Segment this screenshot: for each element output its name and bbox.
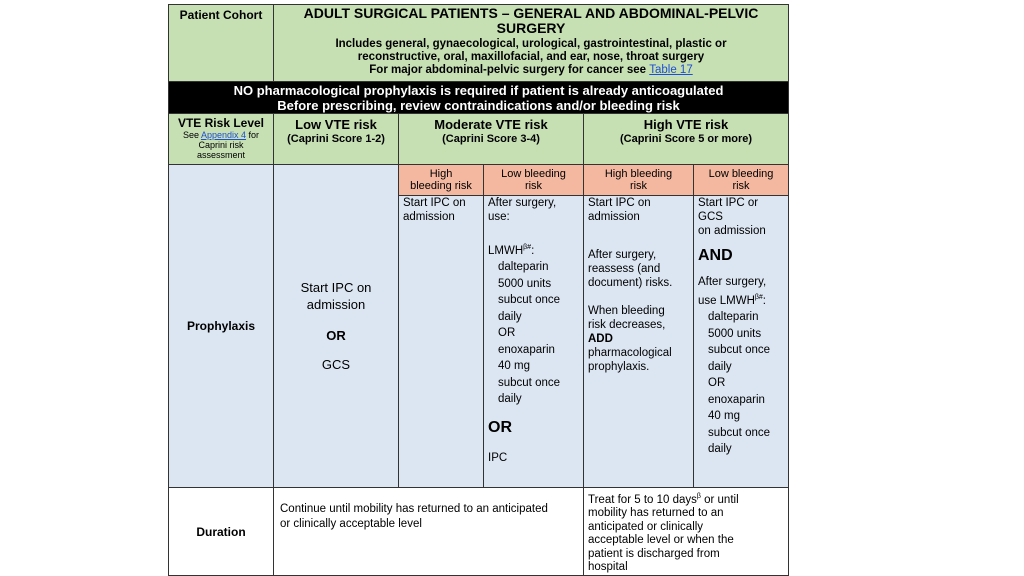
high-low-lmwh-sup: β# [754,294,763,301]
mod-high-bleeding-prophylaxis [398,195,484,488]
mod-low-lmwh [488,240,579,259]
high-low-enoxaparin-dose: 40 mg [708,410,740,423]
duration-high [583,487,789,576]
see-suffix: for [248,130,260,140]
high-low-bleeding-prophylaxis [693,195,789,488]
mod-low-or-big: OR [488,418,512,436]
duration-high-l1 [588,490,784,507]
mod-high-bleed-l1: High [429,168,453,180]
high-low-enoxaparin-freq: daily [708,443,732,456]
mod-high-l1: Start IPC on [403,197,466,209]
mod-low-or: OR [498,327,516,340]
duration-high-sup: β [696,493,701,500]
vte-risk-level-label: VTE Risk Level [177,116,265,130]
duration-high-l4: acceptable level or when the [588,534,734,547]
vte-risk-level-cell [168,113,274,165]
cohort-includes-line1: Includes general, gynaecological, urological, gastrointestinal, plastic or [335,38,727,50]
high-low-dalteparin-dose: 5000 units [708,327,762,340]
duration-high-l3: anticipated or clinically [588,520,704,533]
patient-cohort-label: Patient Cohort [179,8,263,22]
mod-high-l2: admission [403,211,455,223]
duration-label: Duration [196,524,246,539]
high-high-b5: prophylaxis. [588,361,650,373]
duration-high-l6: hospital [588,561,628,574]
low-ipc-line2: admission [306,297,366,312]
duration-label-cell [168,487,274,576]
high-low-dalteparin-route: subcut once [708,344,771,357]
high-low-a2 [698,290,784,309]
high-low-and: AND [698,247,733,264]
mod-low-ipc: IPC [488,452,508,465]
high-high-add: ADD [588,333,613,345]
high-high-bleed-l1: High bleeding [604,168,673,180]
anticoagulation-banner [168,81,789,114]
banner-line2: Before prescribing, review contraindications and/or bleeding risk [277,98,680,113]
low-risk-prophylaxis [273,164,399,488]
assessment-line: assessment [196,150,246,160]
high-high-b2: risk decreases, [588,319,666,331]
high-low-enoxaparin-route: subcut once [708,426,771,439]
high-high-bleeding-header [583,164,694,196]
high-high-a3: document) risks. [588,277,673,289]
duration-high-l5: patient is discharged from [588,547,720,560]
low-or: OR [326,328,346,343]
high-low-lmwh-colon: : [762,294,766,307]
mod-low-use: use: [488,211,510,223]
mod-low-after-surgery: After surgery, [488,197,557,209]
vte-prophylaxis-table [168,4,789,576]
high-high-l1: Start IPC on [588,197,651,209]
cohort-title-line1: ADULT SURGICAL PATIENTS – GENERAL AND ABDOMINAL-PELVIC [303,5,759,21]
high-low-l1: Start IPC or [698,197,759,209]
low-risk-caprini: (Caprini Score 1-2) [287,133,385,145]
high-low-dalteparin-freq: daily [708,360,732,373]
mod-low-dalteparin: dalteparin [498,261,549,274]
high-high-bleed-l2: risk [629,180,648,192]
high-high-a2: reassess (and [588,263,661,275]
cohort-includes-line2: reconstructive, oral, maxillofacial, and ear, nose, throat surgery [357,51,705,63]
high-low-l3: on admission [698,225,766,237]
cohort-title-line2: SURGERY [496,20,566,36]
high-low-bleeding-header [693,164,789,196]
cohort-cancer-note [274,64,788,77]
high-low-enoxaparin: enoxaparin [708,393,765,406]
mod-low-dalteparin-dose: 5000 units [498,277,552,290]
low-ipc-line1: Start IPC on [300,280,372,295]
moderate-risk-title: Moderate VTE risk [434,117,548,132]
duration-low-mod-l2: or clinically acceptable level [280,518,422,530]
mod-low-bleed-l2: risk [524,180,543,192]
cohort-description-cell [273,4,789,82]
high-high-a1: After surgery, [588,249,657,261]
mod-low-enoxaparin-freq: daily [498,393,522,406]
appendix-reference [169,130,273,140]
high-low-dalteparin: dalteparin [708,311,759,324]
high-low-lmwh-text: use LMWH [698,294,755,307]
mod-low-enoxaparin-dose: 40 mg [498,360,530,373]
high-high-b4: pharmacological [588,347,672,359]
mod-low-lmwh-text: LMWH [488,244,524,257]
banner-line1: NO pharmacological prophylaxis is required if patient is already anticoagulated [233,83,724,98]
mod-low-bleeding-prophylaxis [483,195,584,488]
low-risk-header [273,113,399,165]
mod-high-bleed-l2: bleeding risk [410,180,472,192]
prophylaxis-label-cell [168,164,274,488]
caprini-line: Caprini risk [198,140,244,150]
appendix-4-link[interactable]: Appendix 4 [200,130,247,140]
high-risk-header [583,113,789,165]
high-low-bleed-l1: Low bleeding [708,168,774,180]
table-17-link[interactable]: Table 17 [649,64,693,76]
high-low-a1: After surgery, [698,275,767,288]
mod-low-lmwh-colon: : [531,244,535,257]
moderate-risk-caprini: (Caprini Score 3-4) [442,133,540,145]
see-prefix: See [182,130,199,140]
prophylaxis-label: Prophylaxis [186,319,256,333]
mod-high-bleeding-header [398,164,484,196]
mod-low-enoxaparin-route: subcut once [498,376,561,389]
high-high-b1: When bleeding [588,305,665,317]
mod-low-lmwh-sup: β# [523,244,532,251]
duration-low-moderate [273,487,584,576]
duration-high-l1-text: Treat for 5 to 10 days [588,493,697,506]
mod-low-dalteparin-freq: daily [498,310,522,323]
high-risk-caprini: (Caprini Score 5 or more) [619,133,753,145]
mod-low-dalteparin-route: subcut once [498,294,561,307]
low-risk-title: Low VTE risk [295,117,377,132]
mod-low-bleeding-header [483,164,584,196]
moderate-risk-header [398,113,584,165]
low-gcs: GCS [321,357,351,372]
high-risk-title: High VTE risk [643,117,729,132]
cancer-note-text: For major abdominal-pelvic surgery for cancer see [369,64,647,76]
high-high-bleeding-prophylaxis [583,195,694,488]
patient-cohort-cell [168,4,274,82]
high-high-l2: admission [588,211,640,223]
mod-low-enoxaparin: enoxaparin [498,343,555,356]
duration-low-mod-l1: Continue until mobility has returned to an anticipated [280,503,548,515]
duration-high-l2: mobility has returned to an [588,507,724,520]
duration-high-l1-tail: or until [700,493,739,506]
mod-low-bleed-l1: Low bleeding [501,168,566,180]
high-low-bleed-l2: risk [732,180,750,192]
high-low-l2: GCS [698,211,723,223]
high-low-or: OR [708,377,726,390]
